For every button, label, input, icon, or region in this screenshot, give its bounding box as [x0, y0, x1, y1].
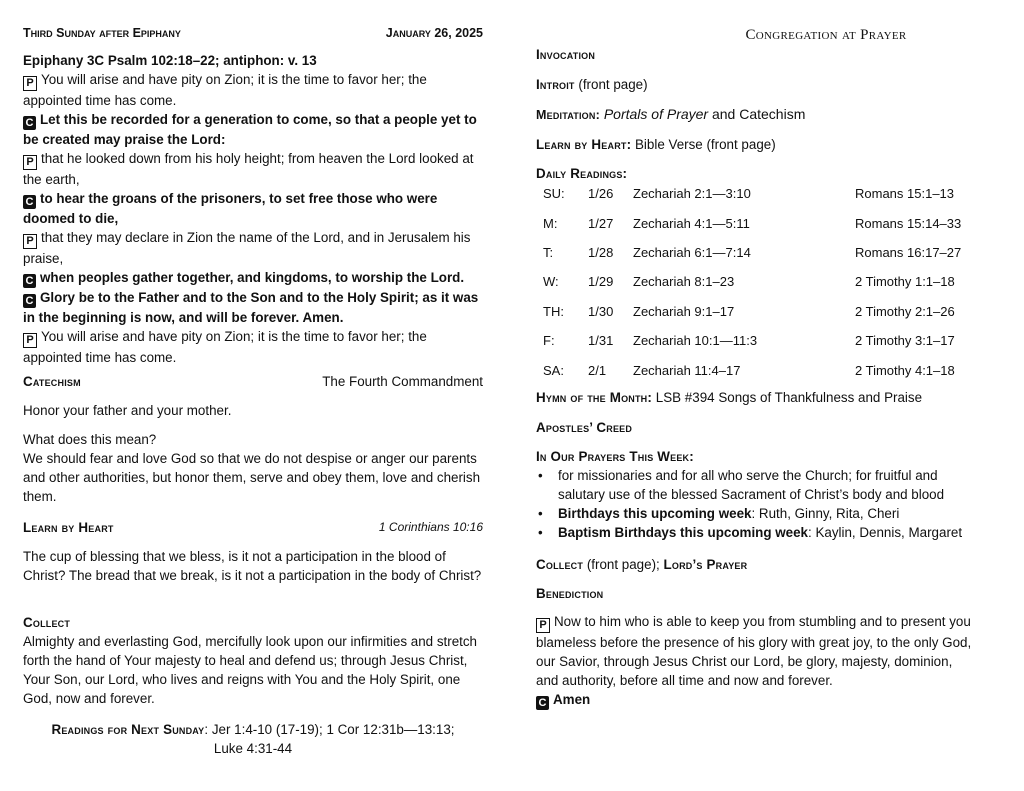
table-row: T: 1/28 Zechariah 6:1—7:14 Romans 16:17–27: [543, 244, 962, 260]
pastor-marker-icon: P: [536, 618, 550, 633]
congregation-marker-icon: C: [23, 294, 36, 308]
table-row: SA: 2/1 Zechariah 11:4–17 2 Timothy 4:1–18: [543, 362, 955, 378]
congregation-marker-icon: C: [23, 116, 36, 130]
psalm-line: P that he looked down from his holy height; from heaven the Lord looked at the earth,: [23, 151, 474, 187]
table-row: M: 1/27 Zechariah 4:1—5:11 Romans 15:14–33: [543, 215, 962, 231]
list-item: • for missionaries and for all who serve the Church; for fruitful and salutary use of the blessed Sacrament of Christ’s body and blood: [558, 466, 976, 504]
benediction-heading: Benediction: [536, 586, 604, 601]
prayers-heading: In Our Prayers This Week:: [536, 449, 694, 464]
psalm-heading: Epiphany 3C Psalm 102:18–22; antiphon: v. 13: [23, 53, 317, 68]
collect-heading: Collect: [23, 615, 71, 630]
next-sunday-label: Readings for Next Sunday: [51, 722, 205, 737]
service-title: Third Sunday after Epiphany: [23, 26, 181, 40]
psalm-line: P that they may declare in Zion the name of the Lord, and in Jerusalem his praise,: [23, 230, 471, 266]
congregation-marker-icon: C: [23, 195, 36, 209]
catechism-heading: Catechism: [23, 374, 81, 389]
service-date: January 26, 2025: [385, 26, 483, 40]
table-row: TH: 1/30 Zechariah 9:1–17 2 Timothy 2:1–26: [543, 303, 955, 319]
meditation-line: Meditation: Portals of Prayer and Catechism: [536, 106, 806, 122]
benediction-line: [536, 584, 976, 603]
creed-line: [536, 418, 976, 437]
commandment-text: Honor your father and your mother.: [23, 403, 232, 418]
collect-line: Collect (front page); Lord’s Prayer: [536, 557, 748, 572]
list-item: • Birthdays this upcoming week: Ruth, Ginny, Rita, Cheri: [558, 504, 976, 523]
psalm-line: C Let this be recorded for a generation to come, so that a people yet to be created may praise the Lord:: [23, 112, 477, 147]
catechism-question: What does this mean?: [23, 432, 157, 447]
psalm-line: C Glory be to the Father and to the Son and to the Holy Spirit; as it was in the beginning is now, and will be forever. Amen.: [23, 290, 479, 325]
pastor-marker-icon: P: [23, 333, 37, 348]
next-sunday-line2: Luke 4:31-44: [213, 741, 293, 756]
pastor-marker-icon: P: [23, 234, 37, 249]
psalm-line: C to hear the groans of the prisoners, to set free those who were doomed to die,: [23, 191, 438, 226]
pastor-marker-icon: P: [23, 76, 37, 91]
next-sunday-line1: Jer 1:4-10 (17-19); 1 Cor 12:31b—13:13;: [211, 722, 455, 737]
daily-readings-heading: Daily Readings:: [536, 166, 628, 181]
congregation-marker-icon: C: [23, 274, 36, 288]
creed-heading: Apostles’ Creed: [536, 420, 633, 435]
list-item: • Baptism Birthdays this upcoming week: Kaylin, Dennis, Margaret: [558, 523, 976, 542]
learn-by-heart-heading: Learn by Heart: [23, 520, 114, 535]
learn-by-heart-line: Learn by Heart: Bible Verse (front page): [536, 137, 776, 152]
next-sunday-section: Readings for Next Sunday: Jer 1:4-10 (17-19); 1 Cor 12:31b—13:13; Luke 4:31-44: [23, 720, 483, 758]
benediction-text: P Now to him who is able to keep you from stumbling and to present you blameless before the presence of his glory with great joy, to the only God, our Savior, through Jesus Christ our Lord, be glory, majesty, dominion, and authority, before all time and now and forever.: [536, 614, 972, 688]
prayers-section: [536, 447, 976, 542]
congregation-marker-icon: C: [536, 696, 549, 710]
table-row: SU: 1/26 Zechariah 2:1—3:10 Romans 15:1–13: [543, 186, 955, 202]
hymn-line: Hymn of the Month: LSB #394 Songs of Thankfulness and Praise: [536, 390, 923, 405]
daily-readings-section: [536, 164, 976, 385]
daily-readings-table: [543, 179, 961, 385]
page-title: Congregation at Prayer: [745, 27, 907, 43]
table-row: W: 1/29 Zechariah 8:1–23 2 Timothy 1:1–18: [543, 274, 955, 290]
catechism-section: [23, 372, 483, 506]
invocation-line: [536, 45, 976, 64]
table-row: F: 1/31 Zechariah 10:1—11:3 2 Timothy 3:1–17: [543, 333, 955, 349]
psalm-line: P You will arise and have pity on Zion; it is the time to favor her; the appointed time has come.: [23, 72, 427, 108]
collect-section: [23, 613, 483, 708]
learn-by-heart-section: [23, 518, 483, 585]
verse-text: The cup of blessing that we bless, is it not a participation in the blood of Christ? The bread that we break, is it not a participation in the body of Christ?: [23, 549, 482, 583]
invocation-heading: Invocation: [536, 47, 596, 62]
amen-line: C Amen: [536, 690, 976, 710]
verse-reference: 1 Corinthians 10:16: [378, 520, 483, 534]
catechism-answer: We should fear and love God so that we do not despise or anger our parents and other authorities, but honor them, serve and obey them, love and cherish them.: [23, 451, 481, 504]
prayers-list: [536, 466, 976, 542]
psalm-line: P You will arise and have pity on Zion; it is the time to favor her; the appointed time has come.: [23, 329, 427, 365]
introit-line: Introit (front page): [536, 77, 648, 92]
psalm-section: [23, 51, 483, 367]
pastor-marker-icon: P: [23, 155, 37, 170]
benediction-section: [536, 612, 976, 710]
collect-text: Almighty and everlasting God, mercifully look upon our infirmities and stretch forth the hand of Your majesty to heal and defend us; through Jesus Christ, Your Son, our Lord, who lives and reigns with You and the Holy Spirit, one God, now and forever.: [23, 634, 478, 706]
psalm-line: C when peoples gather together, and kingdoms, to worship the Lord.: [23, 268, 483, 288]
catechism-title: The Fourth Commandment: [322, 374, 483, 389]
